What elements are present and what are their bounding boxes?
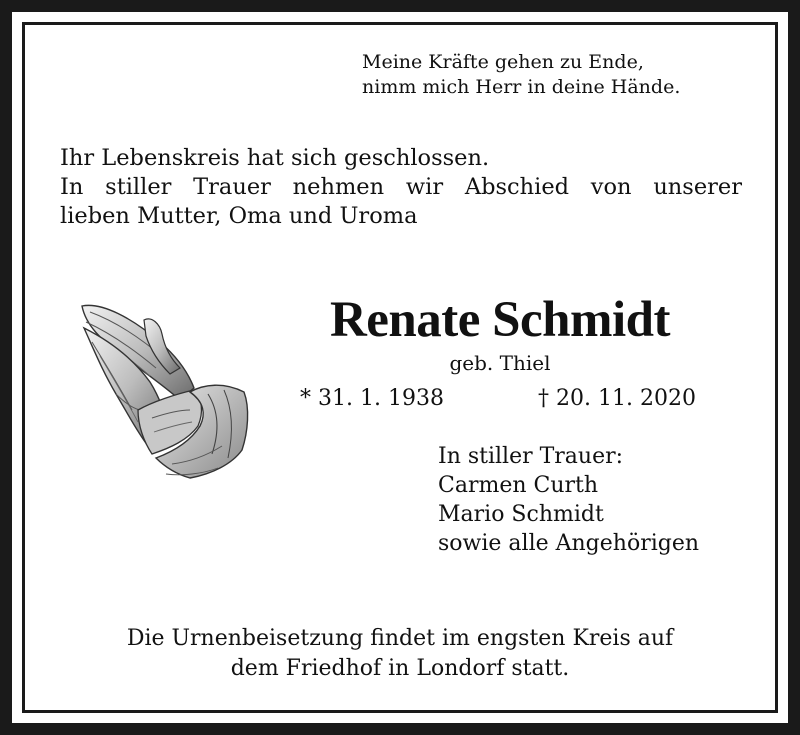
burial-line: Die Urnenbeisetzung findet im engsten Kreis auf <box>126 626 674 651</box>
intro-line: lieben Mutter, Oma und Uroma <box>60 203 418 229</box>
birth-name: geb. Thiel <box>449 351 551 375</box>
praying-hands-icon <box>72 298 254 484</box>
mourner-name: sowie alle Angehörigen <box>438 531 700 556</box>
deceased-name: Renate Schmidt <box>329 292 671 348</box>
intro-line: In stiller Trauer nehmen wir Abschied von unserer <box>60 174 742 200</box>
birth-date: * 31. 1. 1938 <box>300 386 444 411</box>
mourners-block <box>438 442 699 558</box>
motto-verse <box>362 50 680 100</box>
death-date: † 20. 11. 2020 <box>538 386 696 411</box>
intro-line: Ihr Lebenskreis hat sich geschlossen. <box>60 145 490 171</box>
motto-line: Meine Kräfte gehen zu Ende, <box>362 51 644 73</box>
mourners-heading: In stiller Trauer: <box>438 444 624 469</box>
motto-line: nimm mich Herr in deine Hände. <box>362 76 681 98</box>
mourner-name: Carmen Curth <box>438 473 599 498</box>
burial-notice <box>60 624 740 684</box>
intro-text <box>60 144 742 231</box>
burial-line: dem Friedhof in Londorf statt. <box>230 656 570 681</box>
mourner-name: Mario Schmidt <box>438 502 604 527</box>
